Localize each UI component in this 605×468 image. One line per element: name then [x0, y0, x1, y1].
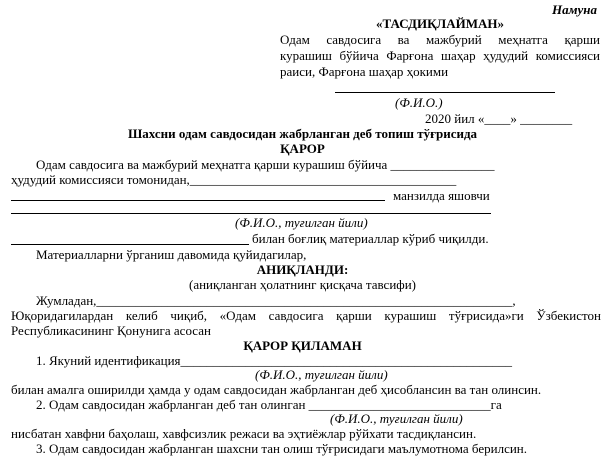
fio-dob-caption: (Ф.И.О., туғилган йили): [255, 367, 388, 382]
decision-heading: ҚАРОР ҚИЛАМАН: [243, 338, 362, 353]
intro-line: манзилда яшовчи: [393, 188, 490, 203]
decision-item-2: 2. Одам савдосидан жабрланган деб тан олинган ____________________________га: [36, 397, 502, 412]
blank-line: [11, 213, 491, 214]
established-heading: АНИҚЛАНДИ:: [256, 262, 349, 277]
intro-line: Одам савдосига ва мажбурий меҳнатга қарши курашиш бўйича ________________: [36, 157, 495, 172]
approval-fio: (Ф.И.О.): [395, 95, 443, 110]
document-title: Шахсни одам савдосидан жабрланган деб топиш тўғрисида: [127, 126, 478, 141]
approval-line: раиси, Фарғона шаҳар ҳокими: [280, 64, 449, 79]
statute-line: Юқоридагилардан келиб чиқиб, «Одам савдосига қарши курашиш тўғрисида»ги Ўзбекистон: [11, 308, 601, 323]
decision-item-1-cont: билан амалга оширилди ҳамда у одам савдосидан жабрланган деб ҳисоблансин ва тан олинсин.: [11, 382, 542, 397]
decision-item-1: 1. Якуний идентификация___________________________________________________: [36, 353, 513, 368]
approval-line: Одам савдосига ва мажбурий меҳнатга қарши: [280, 32, 600, 47]
approval-line: курашиш бўйича Фарғона шаҳар ҳудудий комиссияси: [280, 48, 600, 63]
approval-date: 2020 йил «____» ________: [425, 111, 573, 126]
blank-line: [11, 244, 249, 245]
document-subtitle: ҚАРОР: [280, 141, 325, 156]
sample-label: Намуна: [551, 2, 597, 17]
namely-line: Жумладан,________________________________________________________________,: [36, 293, 516, 308]
intro-line: Материалларни ўрганиш давомида қуйидагилар,: [36, 247, 307, 262]
approval-heading: «ТАСДИҚЛАЙМАН»: [376, 16, 504, 31]
intro-line: ҳудудий комиссияси томонидан,_________________________________________: [11, 172, 457, 187]
intro-line: билан боғлиқ материаллар кўриб чиқилди.: [252, 231, 489, 246]
decision-item-3: 3. Одам савдосидан жабрланган шахсни тан олиш тўғрисидаги маълумотнома берилсин.: [36, 441, 528, 456]
fio-dob-caption: (Ф.И.О., туғилган йили): [330, 411, 463, 426]
statute-line: Республикасининг Қонунига асосан: [11, 323, 211, 338]
established-note: (аниқланган ҳолатнинг қисқача тавсифи): [188, 277, 416, 292]
fio-dob-caption: (Ф.И.О., туғилган йили): [235, 215, 368, 230]
decision-item-2-cont: нисбатан хавфни баҳолаш, хавфсизлик режаси ва эҳтиёжлар рўйхати тасдиқлансин.: [11, 426, 477, 441]
signature-line: [335, 92, 555, 93]
blank-line: [11, 200, 385, 201]
